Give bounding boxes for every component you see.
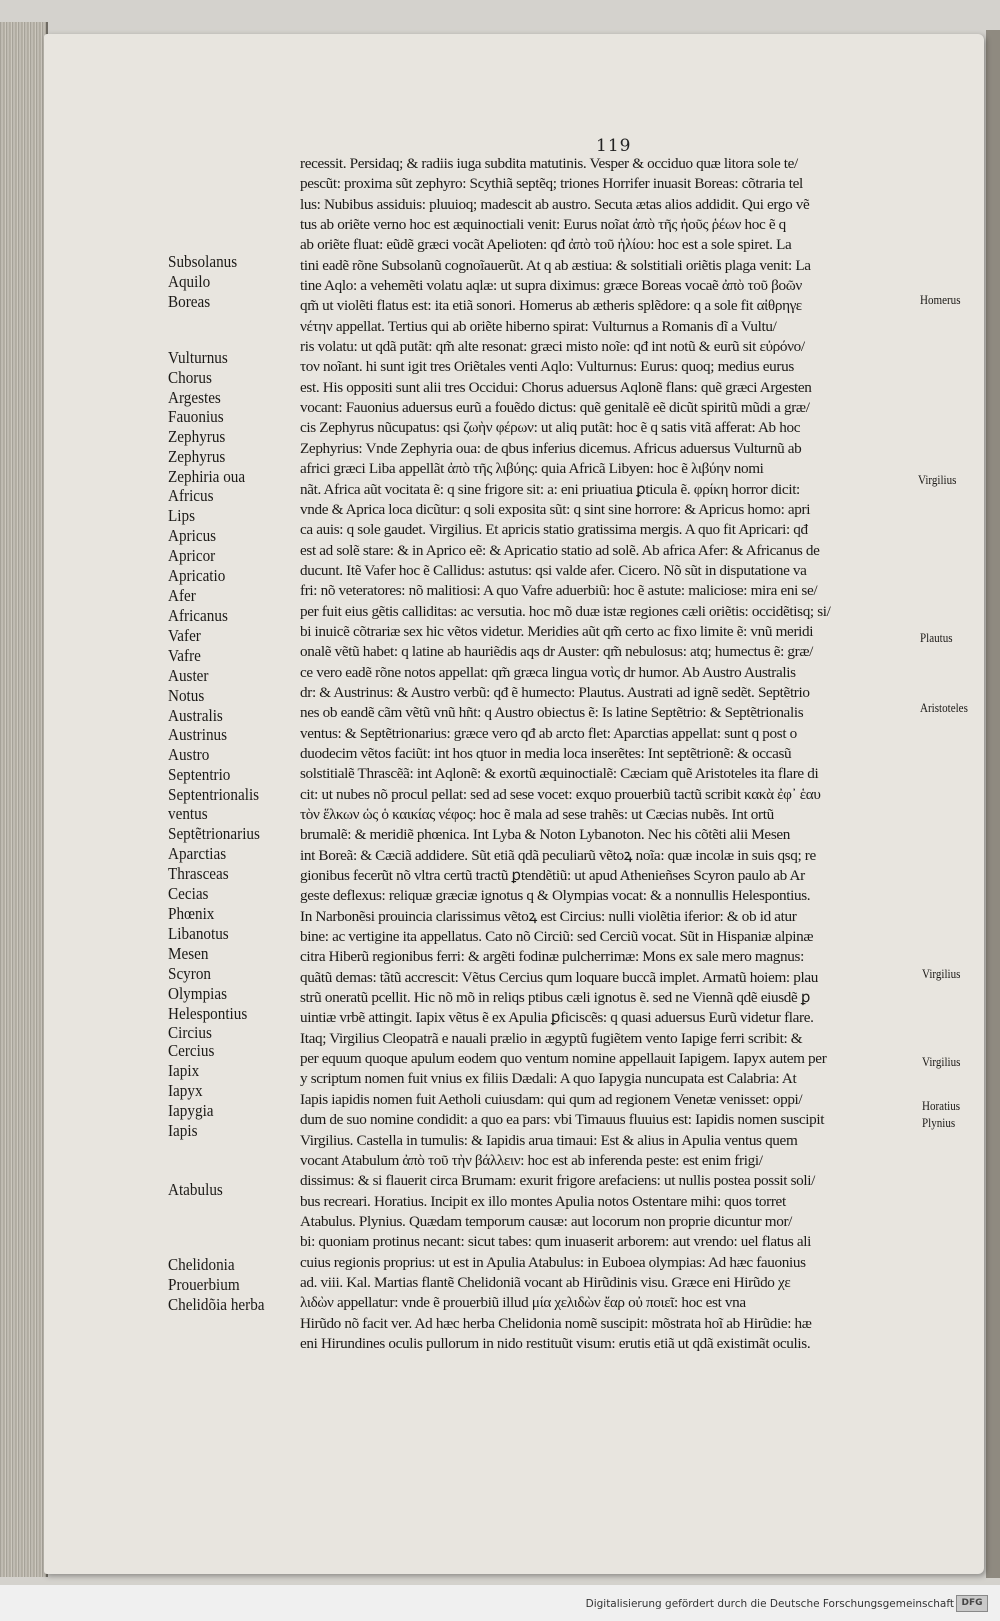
margin-author-note: Virgilius [922, 966, 961, 981]
text-line: pescũt: proxima sũt zephyro: Scythiã septẽq; triones Horrifer inuasit Boreas: cõtraria tel [300, 175, 803, 193]
text-line: bus recreari. Horatius. Incipit ex illo montes Apulia notos Ostentare mihi: quos torret [300, 1192, 786, 1210]
margin-gloss: Afer [168, 586, 196, 605]
text-line: cit: ut nubes nõ procul pellat: sed ad sese vocet: exquo prouerbiũ tactũ scribit κακὰ ἐφ᾽ ἑαυ [300, 785, 821, 803]
text-line: strũ oneratũ pcellit. Hic nõ mõ in reliqs ptibus cæli ignotus ẽ. sed ne Viennã qdẽ eiusdẽ ꝑ [300, 989, 811, 1007]
text-line: dum de suo nomine condidit: a quo ea pars: vbi Timauus fluuius est: Iapidis nomen suscipit [300, 1111, 825, 1129]
text-line: bi inuicẽ cõtrariæ sex hic vẽtos videtur. Meridies aũt qm̃ certo ac fixo limite ẽ: vnũ meridi [300, 622, 814, 640]
margin-gloss: Libanotus [168, 924, 229, 943]
text-line: dissimus: & si flauerit circa Brumam: exurit frigore arefaciens: ut nullis postea possit soli/ [300, 1172, 816, 1190]
margin-gloss: Septentrionalis [168, 785, 260, 804]
margin-gloss: Iapix [168, 1061, 200, 1080]
margin-gloss: Vulturnus [168, 348, 228, 367]
text-line: ventus: & Septẽtrionarius: græce vero qđ ab arcto flet: Aparctias appellat: sunt q post o [300, 724, 797, 742]
text-line: nãt. Africa aũt vocitata ẽ: q sine frigore sit: a: eni priuatiua ꝑticula ẽ. φρίκη horror dicit: [300, 480, 800, 498]
margin-author-note: Virgilius [922, 1054, 961, 1069]
margin-gloss: Thrasceas [168, 864, 229, 883]
text-line: tus ab oriẽte verno hoc est æquinoctiali venit: Eurus noĩat ἀπὸ τῆς ἠοῦς ῥέων hoc ẽ q [300, 216, 786, 234]
margin-gloss: Cercius [168, 1041, 215, 1060]
text-line: uintiæ vrbẽ attingit. Iapix vẽtus ẽ ex Apulia ꝑficiscẽs: q quasi aduersus Eurũ videtur flare. [300, 1009, 814, 1027]
margin-gloss: Vafer [168, 626, 201, 645]
margin-gloss: Aparctias [168, 844, 227, 863]
margin-gloss: Zephyrus [168, 447, 226, 466]
margin-gloss: Vafre [168, 646, 201, 665]
text-line: Hirũdo nõ facit ver. Ad hæc herba Chelidonia nomẽ suscipit: mõstrata hoĩ ab Hirũdie: hæ [300, 1314, 812, 1332]
margin-gloss: Boreas [168, 292, 211, 311]
margin-author-note: Plynius [922, 1115, 956, 1130]
text-line: Atabulus. Plynius. Quædam temporum causæ: aut locorum non proprie dicuntur mor/ [300, 1212, 793, 1230]
margin-gloss: Iapis [168, 1121, 198, 1140]
margin-gloss: Australis [168, 706, 223, 725]
margin-gloss: Circius [168, 1023, 212, 1042]
text-line: Itaq; Virgilius Cleopatrã e nauali prælio in ægyptũ fugiẽtem vento Iapige ferri scribit: & [300, 1029, 803, 1047]
text-line: eni Hirundines oculis pullorum in nido restituũt visum: erutis etiã ut qdã existimãt oculis. [300, 1334, 811, 1352]
text-line: ce vero eadẽ rõne notos appellat: qm̃ græca lingua νοτὶς dr humor. Ab Austro Australis [300, 663, 796, 681]
margin-author-note: Plautus [920, 630, 953, 645]
margin-gloss: Chelidõia herba [168, 1295, 265, 1314]
text-line: per equum quoque apulum eodem quo ventum nomine appellauit Iapigem. Iapyx autem per [300, 1050, 827, 1068]
text-line: onalẽ vẽtũ habet: q latine ab hauriẽdis aqs dr Auster: qm̃ nebulosus: atq; humectus ẽ: græ/ [300, 643, 814, 661]
text-line: ad. viii. Kal. Martias flantẽ Chelidoniã vocant ab Hirũdinis visu. Græce eni Hirũdo χε [300, 1273, 791, 1291]
margin-gloss: Zephiria oua [168, 467, 246, 486]
text-line: τον noĩant. hi sunt igit tres Oriẽtales venti Aqlo: Vulturnus: Eurus: quoq; medius eurus [300, 358, 794, 376]
text-line: tini eadẽ rõne Subsolanũ cognoĩauerũt. At q ab æstiua: & solstitiali oriẽtis plaga venit: La [300, 256, 811, 274]
text-line: est ad solẽ stare: & in Aprico eẽ: & Apricatio statio ad solẽ. Ab africa Afer: & Africanus de [300, 541, 820, 559]
margin-gloss: Apricor [168, 546, 216, 565]
text-line: brumalẽ: & meridiẽ phœnica. Int Lyba & Noton Lybanoton. Nec his cõtẽti alii Mesen [300, 826, 791, 844]
margin-gloss: Subsolanus [168, 252, 238, 271]
text-line: bine: ac vertigine ita appellatus. Cato nõ Circiũ: sed Cerciũ vocat. Sũt in Hispaniæ alpinæ [300, 928, 814, 946]
margin-gloss: Atabulus [168, 1180, 223, 1199]
text-line: Virgilius. Castella in tumulis: & Iapidis arua timaui: Est & alius in Apulia ventus quem [300, 1131, 798, 1149]
text-line: ris volatu: ut qdã putãt: qm̃ alte resonat: græci misto noĩe: qđ int notũ & eurũ sit εὐρόνο/ [300, 338, 805, 356]
text-line: Iapis iapidis nomen fuit Aetholi cuiusdam: qui qum ad regionem Venetæ venisset: oppi/ [300, 1090, 803, 1108]
margin-gloss: Zephyrus [168, 427, 226, 446]
text-line: nes ob eandẽ cãm vẽtũ vnũ hñt: q Austro obiectus ẽ: Is latine Septẽtrio: & Septẽtrionalis [300, 704, 804, 722]
text-line: per fuit eius gẽtis calliditas: ac versutia. hoc mõ duæ istæ regiones cæli oriẽtis: occidẽtisq; si/ [300, 602, 831, 620]
text-line: lus: Nubibus assiduis: pluuioq; madescit ab austro. Secuta ætas alios addidit. Qui ergo vẽ [300, 195, 810, 213]
text-line: λιδὼν appellatur: vnde ẽ prouerbiũ illud μία χελιδὼν ἔαρ οὐ ποιεῖ: hoc est vna [300, 1294, 746, 1312]
margin-author-note: Virgilius [918, 472, 957, 487]
text-line: cuius regionis proprius: ut est in Apulia Atabulus: in Euboea olympias: Ad hæc fauonius [300, 1253, 806, 1271]
margin-gloss: Iapygia [168, 1101, 214, 1120]
dfg-logo: DFG [956, 1595, 988, 1612]
text-line: νέτην appellat. Tertius qui ab oriẽte hiberno spirat: Vulturnus a Romanis dĩ a Vultu/ [300, 317, 777, 335]
margin-gloss: Chelidonia [168, 1255, 235, 1274]
text-line: ab oriẽte fluat: eũdẽ græci vocãt Apelioten: qđ ἀπὸ τοῦ ἡλίου: hoc est a sole spiret. La [300, 236, 792, 254]
margin-gloss: Lips [168, 506, 195, 525]
margin-gloss: Apricus [168, 526, 217, 545]
text-line: tine Aqlo: a vehemẽti volatu aqlæ: ut supra diximus: græce Boreas vocaẽ ἀπὸ τοῦ βοῶν [300, 277, 802, 295]
margin-gloss: Aquilo [168, 272, 211, 291]
text-line: bi: quoniam protinus necant: sicut tabes: qum inuaserit arborem: aut vrendo: uel flatus ali [300, 1233, 811, 1251]
left-margin-glosses [168, 0, 296, 1500]
margin-gloss: ventus [168, 804, 208, 823]
footer-credit: Digitalisierung gefördert durch die Deutsche Forschungsgemeinschaft [585, 1598, 954, 1610]
text-line: ca auis: q sole gaudet. Virgilius. Et apricis statio gratissima mergis. A quo fit Apricari: qđ [300, 521, 808, 539]
text-line: In Narbonẽsi prouincia clarissimus vẽtoꝝ est Circius: nulli violẽtia iferior: & ob id atur [300, 907, 797, 925]
text-line: gionibus fecerũt nõ vltra certũ tractũ ꝑtendẽtiũ: ut apud Athenieñses Scyron paulo ab Ar [300, 867, 805, 885]
margin-gloss: Chorus [168, 368, 212, 387]
margin-gloss: Fauonius [168, 407, 224, 426]
margin-gloss: Apricatio [168, 566, 226, 585]
text-line: solstitialẽ Thrascẽã: int Aqlonẽ: & exortũ æquinoctialẽ: Cæciam quẽ Aristoteles ita flare di [300, 765, 819, 783]
text-line: Zephyrius: Vnde Zephyria oua: de qbus inferius dicemus. Africus aduersus Vulturnũ ab [300, 439, 802, 457]
margin-gloss: Septẽtrionarius [168, 824, 260, 843]
margin-gloss: Auster [168, 666, 209, 685]
margin-gloss: Phœnix [168, 904, 215, 923]
text-line: int Boreã: & Cæciã addidere. Sũt etiã qdã peculiarũ vẽtoꝝ noĩa: quæ incolæ in suis qsq; re [300, 846, 816, 864]
text-line: qm̃ ut violẽti flatus est: ita etiã sonori. Homerus ab ætheris splẽdore: q a sole fit αἰθρηγε [300, 297, 802, 315]
book-page-edges [0, 22, 48, 1577]
folio-number: 119 [596, 136, 632, 156]
margin-gloss: Helespontius [168, 1004, 248, 1023]
margin-gloss: Septentrio [168, 765, 231, 784]
margin-gloss: Austro [168, 745, 210, 764]
text-line: cis Zephyrus nũcupatus: qsi ζωὴν φέρων: ut aliq putãt: hoc ẽ q satis vitã afferat: Ab hoc [300, 419, 801, 437]
text-line: geste deflexus: reliquæ græciæ ignotus q & Olympias vocat: & a nonnullis Helespontius. [300, 887, 811, 905]
text-line: quãtũ demas: tãtũ accrescit: Vẽtus Cercius qum loquare buccã implet. Armatũ hoiem: plau [300, 968, 818, 986]
text-line: ducunt. Itẽ Vafer hoc ẽ Callidus: astutus: qsi valde afer. Cicero. Nõ sũt in disputatione va [300, 561, 807, 579]
margin-gloss: Scyron [168, 964, 212, 983]
margin-gloss: Notus [168, 686, 205, 705]
facing-page-edge [986, 30, 1000, 1578]
text-line: vocant Atabulum ἀπὸ τοῦ τὴν βάλλειν: hoc est ab inferenda peste: est enim frigi/ [300, 1151, 763, 1169]
margin-author-note: Horatius [922, 1098, 961, 1113]
margin-author-note: Aristoteles [920, 700, 968, 715]
main-text-block [300, 154, 912, 1354]
margin-gloss: Mesen [168, 944, 209, 963]
margin-gloss: Africus [168, 486, 214, 505]
text-line: citra Hiberũ regionibus ferri: & argẽti fodinæ pulcherrimæ: Mons ex sale mero magnus: [300, 948, 804, 966]
margin-gloss: Austrinus [168, 725, 228, 744]
text-line: τὸν ἕλκων ὡς ὁ καικίας νέφος: hoc ẽ mala ad sese trahẽs: ut Cæcias nubẽs. Int ortũ [300, 806, 774, 823]
margin-gloss: Olympias [168, 984, 228, 1003]
margin-gloss: Prouerbium [168, 1275, 240, 1294]
margin-gloss: Cecias [168, 884, 209, 903]
text-line: dr: & Austrinus: & Austro verbũ: qđ ẽ humecto: Plautus. Austrati ad ignẽ sedẽt. Septẽtrio [300, 683, 810, 701]
text-line: y scriptum nomen fuit vnius ex filiis Dædali: A quo Iapygia nuncupata est Calabria: At [300, 1070, 797, 1088]
text-line: duodecim vẽtos faciũt: int hos qtuor in media loca inserẽtes: Int septẽtrionẽ: & occasũ [300, 744, 792, 762]
text-line: vocant: Fauonius aduersus eurũ a fouẽdo dictus: quẽ genitalẽ eẽ dicũt spiritũ mũdi a græ/ [300, 399, 810, 417]
text-line: africi græci Liba appellãt ἀπὸ τῆς λιβύης: quia Africã Libyen: hoc ẽ λιβύην nomi [300, 460, 764, 478]
text-line: recessit. Persidaq; & radiis iuga subdita matutinis. Vesper & occiduo quæ litora sole te/ [300, 155, 798, 172]
margin-gloss: Iapyx [168, 1081, 203, 1100]
text-line: est. His oppositi sunt alii tres Occidui: Chorus aduersus Aqlonẽ flans: quẽ græci Argesten [300, 378, 812, 396]
text-line: fri: nõ veteratores: nõ malitiosi: A quo Vafre aduerbiũ: hoc ẽ astute: maliciose: mira eni se/ [300, 582, 818, 600]
text-line: vnde & Aprica loca dicũtur: q soli exposita sũt: q sint sine horrore: & Apricus homo: apri [300, 500, 811, 518]
margin-gloss: Africanus [168, 606, 228, 625]
margin-author-note: Homerus [920, 292, 961, 307]
margin-gloss: Argestes [168, 388, 221, 407]
